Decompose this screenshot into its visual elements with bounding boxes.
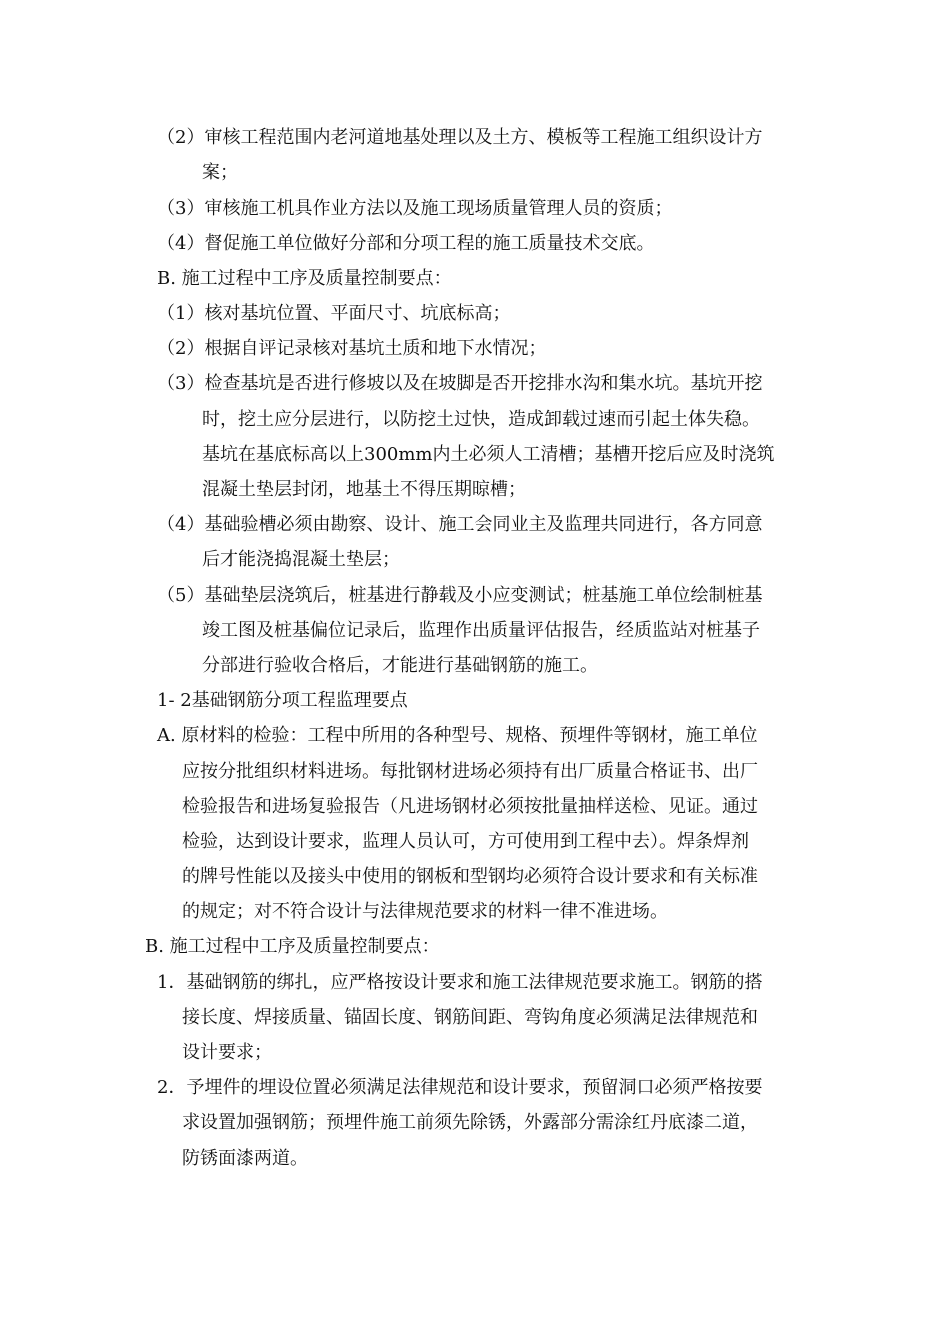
text-line-23: 的规定；对不符合设计与法律规范要求的材料一律不准进场。: [182, 901, 668, 922]
text-line-13: 后才能浇捣混凝土垫层；: [202, 549, 400, 570]
text-line-22: 的牌号性能以及接头中使用的钢板和型钢均必须符合设计要求和有关标准: [182, 866, 758, 887]
text-line-14: （5）基础垫层浇筑后，桩基进行静载及小应变测试；桩基施工单位绘制桩基: [157, 585, 763, 606]
text-line-8: （3）检查基坑是否进行修坡以及在坡脚是否开挖排水沟和集水坑。基坑开挖: [157, 373, 763, 394]
text-line-30: 防锈面漆两道。: [182, 1148, 308, 1169]
text-line-27: 设计要求；: [182, 1042, 272, 1063]
text-line-21: 检验，达到设计要求，监理人员认可，方可使用到工程中去）。焊条焊剂: [182, 831, 749, 852]
text-line-25: 1．基础钢筋的绑扎，应严格按设计要求和施工法律规范要求施工。钢筋的搭: [157, 972, 763, 993]
text-line-6: （1）核对基坑位置、平面尺寸、坑底标高；: [157, 303, 511, 324]
text-line-16: 分部进行验收合格后，才能进行基础钢筋的施工。: [202, 655, 598, 676]
text-line-2: 案；: [202, 162, 238, 183]
text-line-3: （3）审核施工机具作业方法以及施工现场质量管理人员的资质；: [157, 198, 673, 219]
text-line-28: 2．予埋件的埋设位置必须满足法律规范和设计要求，预留洞口必须严格按要: [157, 1077, 763, 1098]
text-line-1: （2）审核工程范围内老河道地基处理以及土方、模板等工程施工组织设计方: [157, 127, 763, 148]
text-line-18: A. 原材料的检验：工程中所用的各种型号、规格、预埋件等钢材，施工单位: [157, 725, 758, 746]
text-line-11: 混凝土垫层封闭，地基土不得压期晾槽；: [202, 479, 526, 500]
subsection-heading: 1- 2基础钢筋分项工程监理要点: [157, 690, 408, 711]
text-line-26: 接长度、焊接质量、锚固长度、钢筋间距、弯钩角度必须满足法律规范和: [182, 1007, 758, 1028]
section-heading-b-2: B. 施工过程中工序及质量控制要点：: [145, 936, 440, 957]
text-line-20: 检验报告和进场复验报告（凡进场钢材必须按批量抽样送检、见证。通过: [182, 796, 758, 817]
text-line-19: 应按分批组织材料进场。每批钢材进场必须持有出厂质量合格证书、出厂: [182, 761, 758, 782]
text-line-12: （4）基础验槽必须由勘察、设计、施工会同业主及监理共同进行，各方同意: [157, 514, 763, 535]
text-line-10: 基坑在基底标高以上300mm内土必须人工清槽；基槽开挖后应及时浇筑: [202, 444, 775, 465]
text-line-29: 求设置加强钢筋；预埋件施工前须先除锈，外露部分需涂红丹底漆二道，: [182, 1112, 758, 1133]
text-line-15: 竣工图及桩基偏位记录后，监理作出质量评估报告，经质监站对桩基子: [202, 620, 760, 641]
section-heading-b: B. 施工过程中工序及质量控制要点：: [157, 268, 452, 289]
text-line-9: 时，挖土应分层进行，以防挖土过快，造成卸载过速而引起土体失稳。: [202, 409, 760, 430]
text-line-4: （4）督促施工单位做好分部和分项工程的施工质量技术交底。: [157, 233, 655, 254]
text-line-7: （2）根据自评记录核对基坑土质和地下水情况；: [157, 338, 547, 359]
